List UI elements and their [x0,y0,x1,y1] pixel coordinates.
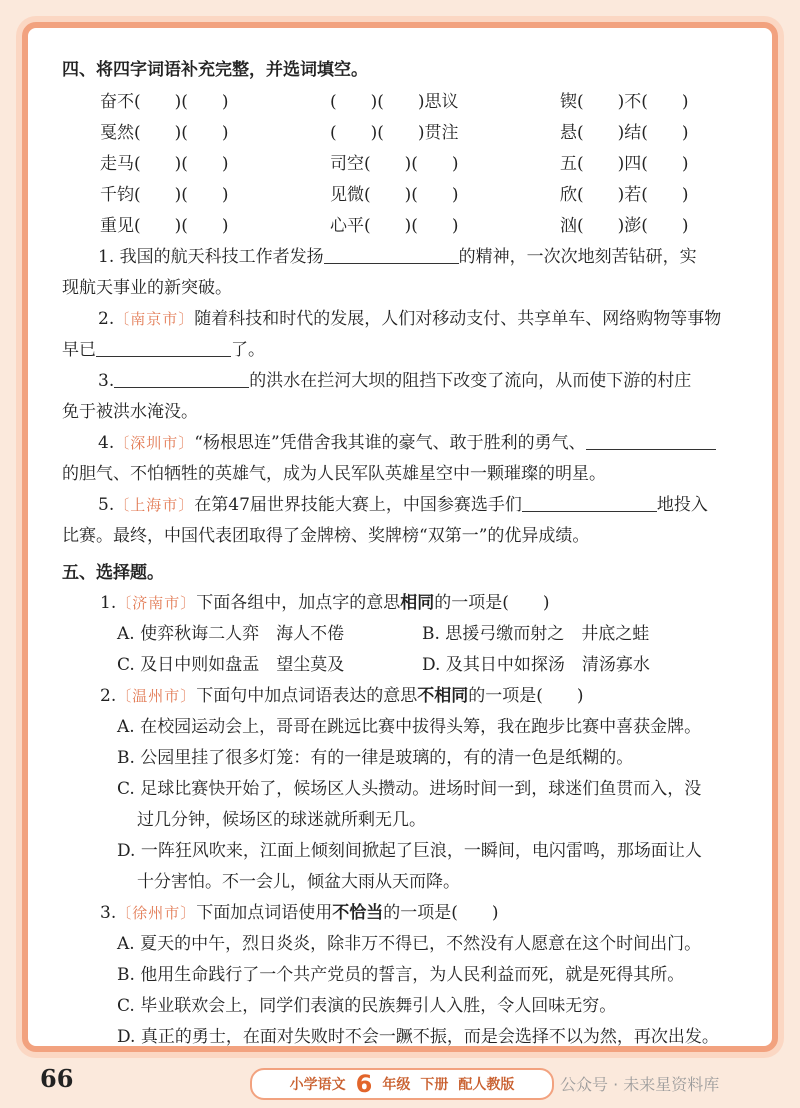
grade-label: 年级 [382,1077,411,1093]
question-text: 的精神，一次次地刻苦钻研，实 [458,247,697,267]
option-b[interactable]: B. 他用生命践行了一个共产党员的誓言，为人民利益而死，就是死得其所。 [117,965,685,985]
option-c[interactable]: C. 毕业联欢会上，同学们表演的民族舞引人入胜，令人回味无穷。 [117,996,617,1016]
fill-question-1-cont: 现航天事业的新突破。 [62,278,232,298]
question-text: 的洪水在拦河大坝的阻挡下改变了流向，从而使下游的村庄 [249,371,692,391]
idiom-item: 心平( )( ) [330,216,459,236]
idiom-grid [62,87,752,242]
idiom-item: 汹( )澎( ) [560,216,689,236]
question-number: 5. [98,495,115,515]
fill-question-3 [62,366,752,397]
idiom-item: 见微( )( ) [330,185,459,205]
option-d[interactable]: D. 一阵狂风吹来，江面上倾刻间掀起了巨浪，一瞬间，电闪雷鸣，那场面让人 [117,841,702,861]
choice-question-3 [62,898,752,929]
emphasis-text: 相同 [400,593,435,613]
question-text: 下面加点词语使用 [196,903,333,923]
grade-number: 6 [355,1070,373,1098]
fill-question-2-cont [62,335,752,366]
question-text: 随着科技和时代的发展，人们对移动支付、共享单车、网络购物等事物 [194,309,722,329]
fill-question-4 [62,428,752,459]
idiom-item: 戛然( )( ) [100,123,229,143]
option-c[interactable]: C. 足球比赛快开始了，候场区人头攒动。进场时间一到，球迷们鱼贯而入，没 [117,779,702,799]
emphasis-text: 不相同 [417,686,469,706]
option-c-cont: 过几分钟，候场区的球迷就所剩无几。 [137,810,426,830]
option-a[interactable]: A. 在校园运动会上，哥哥在跳远比赛中拔得头筹，我在跑步比赛中喜获金牌。 [117,717,702,737]
idiom-item: ( )( )思议 [330,92,459,112]
answer-blank[interactable] [586,429,716,450]
option-b[interactable]: B. 公园里挂了很多灯笼：有的一律是玻璃的，有的清一色是纸糊的。 [117,748,634,768]
question-text: 1. 我国的航天科技工作者发扬 [98,247,324,267]
idiom-item: 司空( )( ) [330,154,459,174]
question-text: 了。 [231,340,265,360]
idiom-item: 千钧( )( ) [100,185,229,205]
question-number: 3. [98,371,115,391]
idiom-item: 重见( )( ) [100,216,229,236]
question-number: 1. [100,593,117,613]
choice-question-1 [62,588,752,619]
question-text: 早已 [62,340,96,360]
fill-question-2 [62,304,752,335]
question-number: 4. [98,433,115,453]
answer-blank[interactable] [114,367,249,388]
edition-label: 配人教版 [458,1077,515,1093]
page-footer [0,1058,800,1108]
city-tag: 〔济南市〕 [116,594,197,612]
fill-question-5 [62,490,752,521]
question-text: 下面各组中，加点字的意思 [196,593,401,613]
answer-blank[interactable] [522,491,657,512]
question-text: “杨根思连”凭借舍我其谁的豪气、敢于胜利的勇气、 [194,433,586,453]
city-tag: 〔上海市〕 [114,496,195,514]
fill-question-4-cont: 的胆气、不怕牺牲的英雄气，成为人民军队英雄星空中一颗璀璨的明星。 [62,464,606,484]
choice-question-2 [62,681,752,712]
city-tag: 〔徐州市〕 [116,904,197,922]
fill-question-5-cont: 比赛。最终，中国代表团取得了金牌榜、奖牌榜“双第一”的优异成绩。 [62,526,590,546]
question-text: 的一项是( ) [383,903,499,923]
question-text: 在第47届世界技能大赛上，中国参赛选手们 [194,495,522,515]
question-text: 的一项是( ) [434,593,550,613]
page-number: 66 [40,1064,74,1093]
idiom-item: 欣( )若( ) [560,185,689,205]
idiom-item: 奋不( )( ) [100,92,229,112]
option-c[interactable]: C. 及日中则如盘盂 望尘莫及 [117,655,345,675]
watermark-text: 公众号 · 未来星资料库 [560,1075,720,1094]
question-text: 地投入 [656,495,708,515]
choice-1-options-row1 [62,619,752,650]
idiom-item: ( )( )贯注 [330,123,459,143]
emphasis-text: 不恰当 [332,903,384,923]
volume-label: 下册 [420,1077,449,1093]
book-series-badge [250,1068,554,1100]
question-number: 2. [98,309,115,329]
city-tag: 〔深圳市〕 [114,434,195,452]
option-a[interactable]: A. 使弈秋诲二人弈 海人不倦 [117,624,345,644]
question-text: 的一项是( ) [468,686,584,706]
answer-blank[interactable] [324,243,459,264]
worksheet-content [62,55,752,1053]
question-text: 下面句中加点词语表达的意思 [196,686,418,706]
option-a[interactable]: A. 夏天的中午，烈日炎炎，除非万不得已，不然没有人愿意在这个时间出门。 [117,934,702,954]
fill-question-1 [62,242,752,273]
idiom-item: 锲( )不( ) [560,92,689,112]
section4-title: 四、将四字词语补充完整，并选词填空。 [62,60,368,80]
question-number: 3. [100,903,117,923]
idiom-item: 走马( )( ) [100,154,229,174]
idiom-item: 悬( )结( ) [560,123,689,143]
subject-label: 小学语文 [289,1077,346,1093]
fill-question-3-cont: 免于被洪水淹没。 [62,402,198,422]
option-d[interactable]: D. 及其日中如探汤 清汤寡水 [422,655,650,675]
idiom-item: 五( )四( ) [560,154,689,174]
option-b[interactable]: B. 思援弓缴而射之 井底之蛙 [422,624,650,644]
city-tag: 〔温州市〕 [116,687,197,705]
section5-title: 五、选择题。 [62,563,164,583]
answer-blank[interactable] [96,336,231,357]
option-d[interactable]: D. 真正的勇士，在面对失败时不会一蹶不振，而是会选择不以为然，再次出发。 [117,1027,719,1047]
option-d-cont: 十分害怕。不一会儿，倾盆大雨从天而降。 [137,872,460,892]
question-number: 2. [100,686,117,706]
choice-1-options-row2 [62,650,752,681]
city-tag: 〔南京市〕 [114,310,195,328]
